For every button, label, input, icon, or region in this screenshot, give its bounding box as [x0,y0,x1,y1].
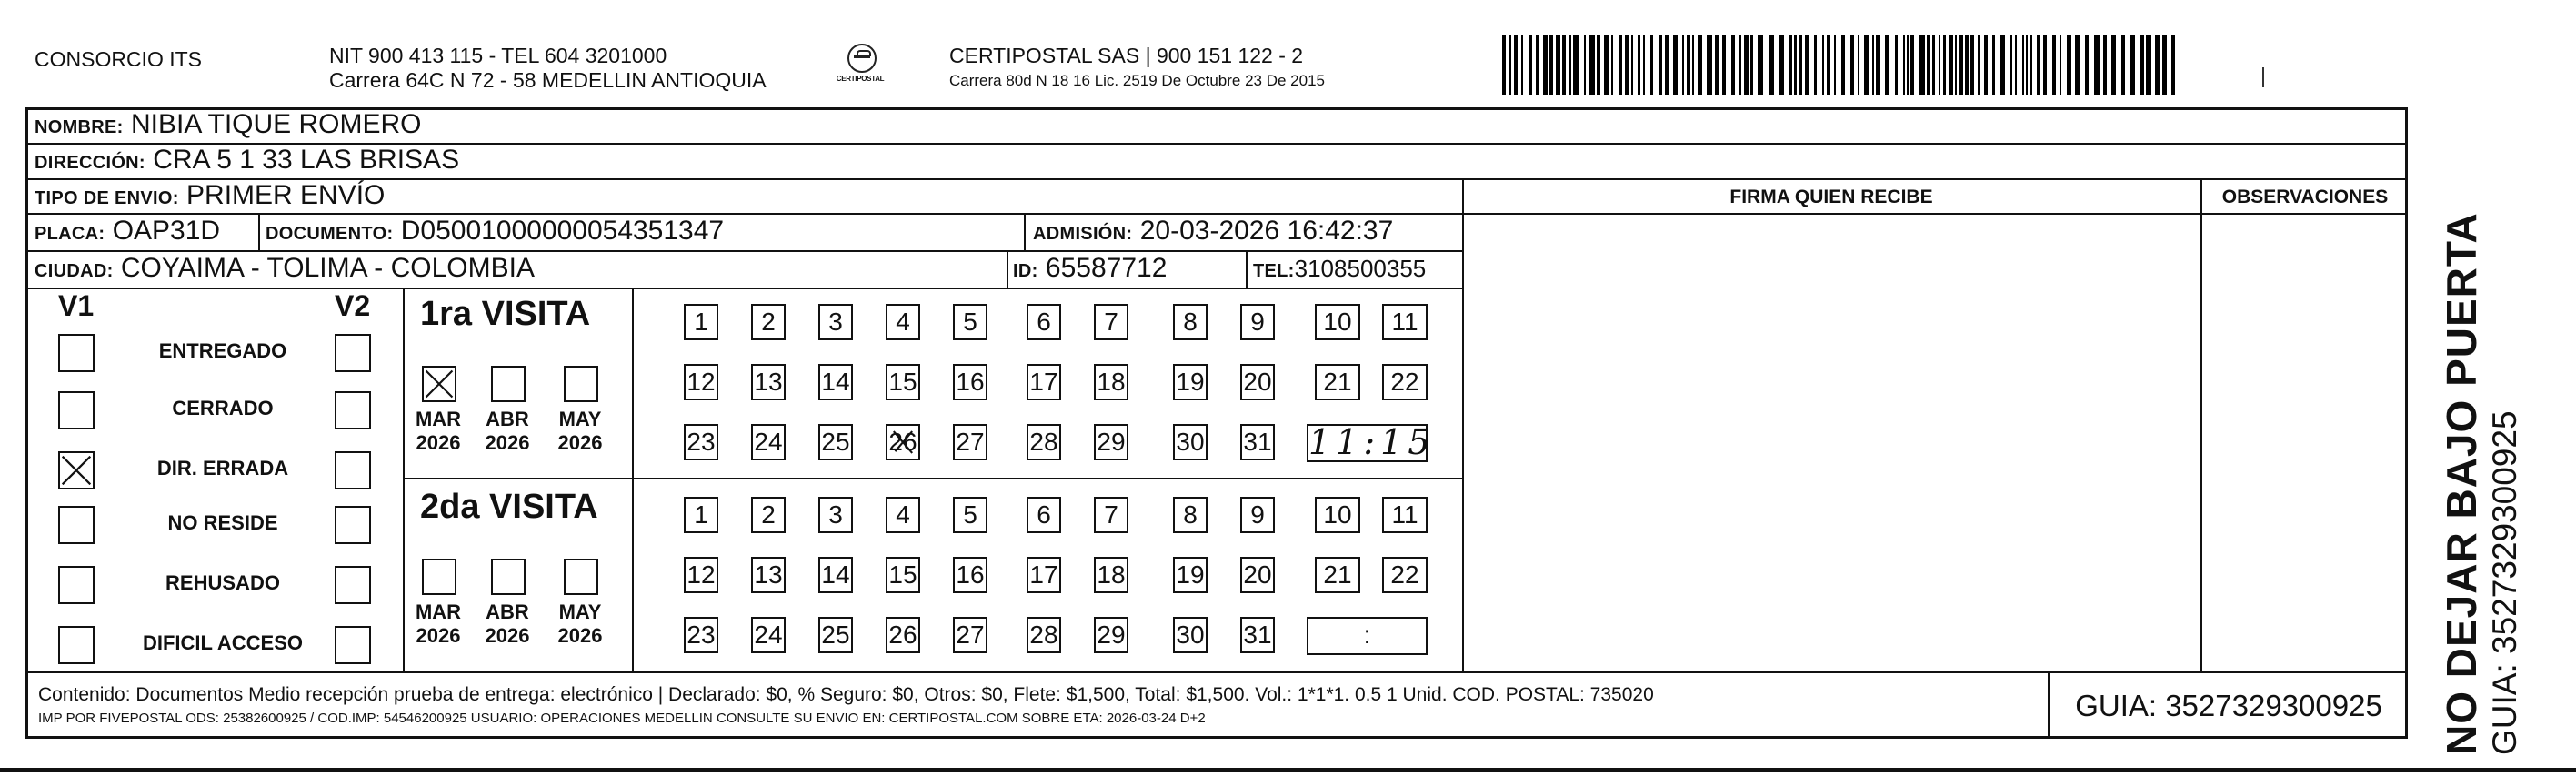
day-box[interactable]: 7 [1094,304,1128,340]
direccion-label: DIRECCIÓN: [35,153,145,173]
visit-2-title: 2da VISITA [420,488,598,526]
barcode-bar [2015,35,2017,95]
barcode-bar [2060,35,2061,95]
barcode-bar [2130,35,2135,95]
barcode-bar [1919,35,1925,95]
day-box[interactable]: 25 [818,617,853,653]
barcode-bar [1569,35,1571,95]
direccion-row [35,145,459,176]
ciudad-cell [35,253,535,284]
barcode-bar [2155,35,2160,95]
month-year: 2026 [557,431,603,454]
barcode-bar [1715,35,1719,95]
barcode-bar [1631,35,1633,95]
barcode-bar [2140,35,2144,95]
day-box[interactable]: 21 [1315,557,1360,593]
day-box[interactable]: 28 [1027,424,1061,460]
barcode-bar [1939,35,1940,95]
day-box[interactable]: 4 [886,304,920,340]
day-box[interactable]: 14 [818,364,853,400]
barcode-bar [1638,35,1640,95]
day-box[interactable]: 29 [1094,617,1128,653]
day-box[interactable]: 8 [1173,497,1208,533]
certipostal-line: CERTIPOSTAL SAS | 900 151 122 - 2 [949,44,1304,67]
month-year: 2026 [416,431,461,454]
admision-cell [1033,216,1393,247]
month-name: MAR [415,408,462,430]
day-box[interactable]: 29 [1094,424,1128,460]
direccion-value: CRA 5 1 33 LAS BRISAS [153,145,460,175]
barcode-bar [1814,35,1817,95]
day-box[interactable]: 9 [1240,497,1275,533]
day-box[interactable]: 1 [684,304,718,340]
barcode-bar [1955,35,1957,95]
barcode-bar [2111,35,2116,95]
barcode-bar [2121,35,2125,95]
day-box[interactable]: 5 [953,304,987,340]
day-box[interactable]: 10 [1315,497,1360,533]
guia-number: GUIA: 3527329300925 [2048,673,2408,739]
barcode-bar [1604,35,1609,95]
day-box[interactable]: 24 [751,617,786,653]
day-box[interactable]: 11 [1382,304,1428,340]
day-box[interactable]: 10 [1315,304,1360,340]
tipo-label: TIPO DE ENVIO: [35,188,179,208]
v2-checkbox[interactable] [335,451,371,489]
day-box[interactable]: 27 [953,424,987,460]
barcode-bar [1799,35,1802,95]
id-value: 65587712 [1045,253,1168,283]
v2-checkbox[interactable] [335,334,371,372]
barcode-bar [1543,35,1548,95]
month-year: 2026 [557,624,603,647]
side-label [2437,212,2524,755]
v2-checkbox[interactable] [335,626,371,664]
day-box[interactable]: 9 [1240,304,1275,340]
ciudad-label: CIUDAD: [35,261,114,281]
barcode-bar [1769,35,1774,95]
day-box[interactable]: 26 [886,424,920,460]
status-label: DIFICIL ACCESO [142,631,303,654]
month-checkbox[interactable] [491,559,526,595]
day-box[interactable]: 30 [1173,424,1208,460]
barcode-bar [1927,35,1930,95]
nombre-row [35,109,422,140]
day-box[interactable]: 1 [684,497,718,533]
barcode-bar [1619,35,1622,95]
barcode-bar [1779,35,1784,95]
barcode-bar [2067,35,2071,95]
day-box[interactable]: 23 [684,424,718,460]
time-value: : [1363,621,1371,649]
day-box[interactable]: 19 [1173,557,1208,593]
time-value: 11:15 [1308,422,1436,462]
day-box[interactable]: 12 [684,557,718,593]
barcode-bar [1864,35,1869,95]
month-checkbox[interactable] [422,559,456,595]
v2-checkbox[interactable] [335,566,371,604]
col-divider [258,213,260,251]
nombre-label: NOMBRE: [35,117,124,137]
month-name: ABR [486,408,529,430]
barcode-bar [2010,35,2012,95]
nit-line: NIT 900 413 115 - TEL 604 3201000 [329,44,667,67]
day-box[interactable]: 14 [818,557,853,593]
month-name: MAR [415,600,462,623]
v1-header: V1 [58,289,95,322]
day-box[interactable]: 30 [1173,617,1208,653]
documento-value: D05001000000054351347 [400,216,725,246]
barcode-bar [1556,35,1560,95]
month-year: 2026 [485,431,530,454]
day-box[interactable]: 3 [818,497,853,533]
ciudad-value: COYAIMA - TOLIMA - COLOMBIA [120,253,535,283]
col-divider [632,288,634,671]
day-box[interactable]: 11 [1382,497,1428,533]
day-box[interactable]: 18 [1094,557,1128,593]
barcode-bar [1643,35,1645,95]
barcode-bar [2026,35,2028,95]
day-box[interactable]: 20 [1240,364,1275,400]
month-label [413,600,464,648]
barcode-bar [2146,35,2151,95]
barcode-bar [1805,35,1809,95]
month-checkbox[interactable] [491,366,526,402]
visit-1-title: 1ra VISITA [420,295,591,333]
day-box[interactable]: 2 [751,497,786,533]
col-divider [1246,250,1248,288]
month-label [482,600,533,648]
v2-header: V2 [335,289,371,322]
observaciones-header: OBSERVACIONES [2221,187,2389,207]
day-box[interactable]: 15 [886,364,920,400]
barcode-bar [1992,35,1995,95]
barcode-bar [1794,35,1797,95]
barcode-bar [1910,35,1914,95]
barcode-bar [1970,35,1974,95]
month-label [555,408,606,455]
status-label: ENTREGADO [158,339,287,362]
day-box[interactable]: 6 [1027,304,1061,340]
barcode-bar [2103,35,2107,95]
barcode-bar [1687,35,1690,95]
barcode-bar [1758,35,1763,95]
day-box[interactable]: 2 [751,304,786,340]
barcode-bar [1822,35,1824,95]
documento-cell [266,216,724,247]
status-label: NO RESIDE [167,511,278,534]
placa-value: OAP31D [112,216,221,246]
nombre-value: NIBIA TIQUE ROMERO [131,109,422,139]
barcode-bar [1750,35,1753,95]
day-box[interactable]: 26 [886,617,920,653]
barcode-bar [2043,35,2047,95]
v1-checkbox[interactable] [58,506,95,544]
day-box[interactable]: 27 [953,617,987,653]
barcode-bar [2162,35,2167,95]
barcode-bar [1707,35,1712,95]
day-box[interactable]: 7 [1094,497,1128,533]
barcode-bar [1698,35,1702,95]
barcode-bar [1827,35,1830,95]
day-box[interactable]: 3 [818,304,853,340]
barcode-bar [1673,35,1678,95]
visit-divider [403,478,1462,479]
day-box[interactable]: 19 [1173,364,1208,400]
day-box[interactable]: 17 [1027,364,1061,400]
barcode-bar [2037,35,2040,95]
barcode-bar [1650,35,1653,95]
barcode-bar [2085,35,2089,95]
day-box[interactable]: 21 [1315,364,1360,400]
row-divider [25,213,2408,215]
v1-checkbox[interactable] [58,566,95,604]
tel-label: TEL: [1253,261,1295,281]
day-box[interactable]: 28 [1027,617,1061,653]
barcode-bar [1659,35,1662,95]
barcode-bar [1731,35,1735,95]
status-label: REHUSADO [165,571,280,594]
barcode-bar [1872,35,1874,95]
barcode-bar [1521,35,1523,95]
day-box[interactable]: 18 [1094,364,1128,400]
day-box[interactable]: 16 [953,557,987,593]
barcode [1502,35,2180,95]
id-label: ID: [1013,261,1038,281]
day-box[interactable]: 23 [684,617,718,653]
v1-checkbox[interactable] [58,451,95,489]
barcode-bar [1625,35,1629,95]
barcode-bar [2171,35,2175,95]
barcode-bar [1536,35,1539,95]
barcode-bar [1514,35,1518,95]
day-box[interactable]: 4 [886,497,920,533]
barcode-bar [1744,35,1749,95]
day-box[interactable]: 15 [886,557,920,593]
side-guia: GUIA: 3527329300925 [2486,410,2523,755]
month-year: 2026 [485,624,530,647]
barcode-bar [1584,35,1586,95]
barcode-bar [1722,35,1726,95]
col-divider-firma [1462,178,1464,671]
barcode-bar [1943,35,1946,95]
barcode-bar [1959,35,1963,95]
barcode-bar [1597,35,1600,95]
tipo-value: PRIMER ENVÍO [186,180,386,210]
tel-cell [1253,255,1426,283]
barcode-bar [2094,35,2100,95]
side-warning: NO DEJAR BAJO PUERTA [2438,212,2485,755]
barcode-bar [1895,35,1898,95]
address-line: Carrera 64C N 72 - 58 MEDELLIN ANTIOQUIA [329,68,767,92]
month-label [413,408,464,455]
placa-label: PLACA: [35,224,105,244]
month-name: MAY [558,408,602,430]
day-box[interactable]: 12 [684,364,718,400]
time-box[interactable] [1307,617,1428,655]
day-box[interactable]: 22 [1382,364,1428,400]
day-box[interactable]: 13 [751,364,786,400]
firma-header: FIRMA QUIEN RECIBE [1729,187,1933,207]
footer-contenido: Contenido: Documentos Medio recepción prueba de entrega: electrónico | Declarado: $0, % Seguro: $0, Otros: $0, Flete: $1,500, Total: $1,500. Vol.: 1*1*1. 0.5 1 Unid. COD. POSTAL: 735020 [38,684,1654,705]
barcode-bar [1965,35,1969,95]
month-label [482,408,533,455]
day-box[interactable]: 8 [1173,304,1208,340]
month-checkbox[interactable] [564,559,598,595]
barcode-bar [1885,35,1889,95]
barcode-bar [1611,35,1613,95]
v2-checkbox[interactable] [335,506,371,544]
barcode-bar [1858,35,1859,95]
day-box[interactable]: 20 [1240,557,1275,593]
barcode-bar [1903,35,1905,95]
barcode-bar [1907,35,1909,95]
month-checkbox[interactable] [564,366,598,402]
v1-checkbox[interactable] [58,334,95,372]
admision-label: ADMISIÓN: [1033,224,1133,244]
v2-checkbox[interactable] [335,391,371,429]
col-divider [1007,250,1008,288]
license-line: Carrera 80d N 18 16 Lic. 2519 De Octubre 23 De 2015 [949,72,1325,89]
id-cell [1013,253,1167,284]
barcode-bar [1502,35,1506,95]
month-checkbox[interactable] [422,366,456,402]
barcode-bar [1549,35,1553,95]
barcode-bar [1834,35,1836,95]
barcode-bar [1876,35,1880,95]
barcode-bar [1984,35,1988,95]
day-box[interactable]: 16 [953,364,987,400]
company-info [329,44,767,93]
barcode-bar [1850,35,1854,95]
day-box[interactable]: 13 [751,557,786,593]
barcode-bar [2075,35,2080,95]
tel-value: 3108500355 [1294,255,1427,282]
barcode-bar [2022,35,2024,95]
day-box[interactable]: 6 [1027,497,1061,533]
col-divider [403,288,405,671]
status-label: CERRADO [172,397,274,419]
day-box[interactable]: 24 [751,424,786,460]
barcode-bar [2030,35,2032,95]
barcode-bar [2000,35,2005,95]
day-box[interactable]: 22 [1382,557,1428,593]
day-box[interactable]: 17 [1027,557,1061,593]
barcode-bar [1573,35,1579,95]
day-box[interactable]: 31 [1240,424,1275,460]
month-year: 2026 [416,624,461,647]
barcode-bar [1932,35,1935,95]
logo-icon [847,44,877,73]
logo-text: CERTIPOSTAL [836,75,885,83]
month-name: ABR [486,600,529,623]
footer-imp: IMP POR FIVEPOSTAL ODS: 25382600925 / COD.IMP: 54546200925 USUARIO: OPERACIONES MEDELLIN CONSULTE SU ENVIO EN: CERTIPOSTAL.COM SOBRE ETA: 2026-03-24 D+2 [38,711,1206,726]
barcode-bar [1682,35,1684,95]
barcode-bar [1841,35,1845,95]
barcode-bar [1509,35,1511,95]
day-box[interactable]: 5 [953,497,987,533]
col-divider-obs [2200,178,2202,671]
barcode-bar [2052,35,2056,95]
bottom-border [0,768,2576,772]
barcode-bar [1692,35,1694,95]
barcode-bar [1949,35,1953,95]
registration-mark [2262,67,2264,87]
barcode-bar [1562,35,1566,95]
tipo-row [35,180,385,211]
barcode-bar [1739,35,1741,95]
barcode-bar [1665,35,1669,95]
month-name: MAY [558,600,602,623]
certipostal-logo [835,40,886,95]
barcode-bar [1789,35,1792,95]
v1-checkbox[interactable] [58,626,95,664]
admision-value: 20-03-2026 16:42:37 [1139,216,1394,246]
col-divider [1024,213,1026,251]
v1-checkbox[interactable] [58,391,95,429]
day-box[interactable]: 31 [1240,617,1275,653]
documento-label: DOCUMENTO: [266,224,394,244]
placa-cell [35,216,220,247]
barcode-bar [1529,35,1532,95]
status-label: DIR. ERRADA [156,457,289,479]
barcode-bar [1978,35,1980,95]
certipostal-info [949,44,1325,93]
time-box[interactable] [1307,422,1436,462]
month-label [555,600,606,648]
barcode-bar [1589,35,1595,95]
day-box[interactable]: 25 [818,424,853,460]
company-name: CONSORCIO ITS [35,47,203,71]
